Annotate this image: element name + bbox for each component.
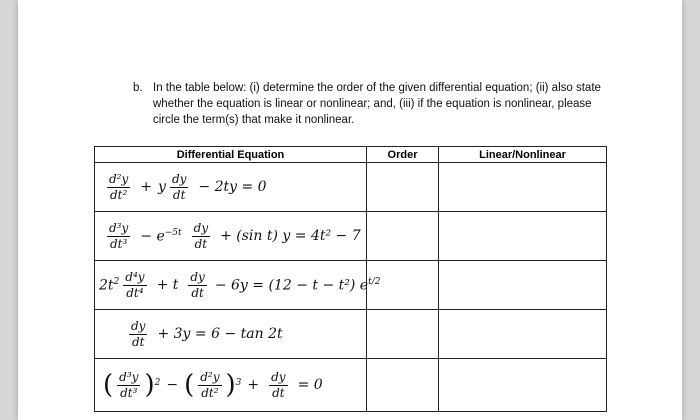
question-label: b.	[133, 82, 143, 94]
equation-cell	[95, 163, 367, 212]
linearity-cell[interactable]	[439, 310, 607, 359]
equation-cell	[95, 212, 367, 261]
derivative-term: $\frac{\text{d²y}}{\text{dt²}}$	[200, 369, 220, 400]
table-row	[95, 261, 607, 310]
table-row	[95, 310, 607, 359]
derivative-term: $\frac{\text{d³y}}{\text{dt³}}$	[119, 369, 139, 400]
linearity-cell[interactable]	[439, 261, 607, 310]
header-equation: Differential Equation	[95, 147, 367, 163]
equation-1: $\frac{\text{d²y}}{\text{dt²}}$ + y $\frac{dy}{dt}$ − 2ty = 0	[109, 171, 267, 202]
equation-5: ( $\frac{\text{d³y}}{\text{dt³}}$ ) 2 − ( $\frac{\text{d²y}}{\text{dt²}}$ ) 3 + $\frac{dy}{dt}$ = 0	[103, 369, 323, 400]
derivative-term: $\frac{\text{d²y}}{\text{dt²}}$	[109, 171, 129, 202]
order-cell[interactable]	[367, 310, 439, 359]
derivative-term: $\frac{\text{d³y}}{\text{dt³}}$	[109, 220, 129, 251]
order-cell[interactable]	[367, 163, 439, 212]
equation-cell	[95, 310, 367, 359]
linearity-cell[interactable]	[439, 359, 607, 412]
derivative-term: $\frac{dy}{dt}$	[190, 269, 205, 300]
equation-cell	[95, 261, 381, 310]
table-row	[95, 212, 607, 261]
equation-cell	[95, 359, 367, 412]
ode-table	[94, 146, 607, 412]
header-order: Order	[367, 147, 439, 163]
worksheet-page	[18, 0, 682, 420]
header-linearity: Linear/Nonlinear	[439, 147, 607, 163]
question-b	[133, 80, 603, 128]
derivative-term: $\frac{dy}{dt}$	[171, 171, 187, 202]
equation-2: $\frac{\text{d³y}}{\text{dt³}}$ − $e^{-5t}$ $\frac{dy}{dt}$ + (sin t) y = 4t² − 7	[109, 220, 361, 251]
derivative-term: $\frac{dy}{dt}$	[193, 220, 209, 251]
order-cell[interactable]	[367, 359, 439, 412]
equation-3: $2t^2$ $\frac{\text{d⁴y}}{\text{dt⁴}}$ + t $\frac{dy}{dt}$ − 6y = (12 − t − t²) $e^{t/2}$	[99, 269, 381, 300]
table-row	[95, 163, 607, 212]
linearity-cell[interactable]	[439, 212, 607, 261]
header-row	[95, 147, 607, 163]
question-text: In the table below: (i) determine the order of the given differential equation; (ii) also state whether the equation is linear or nonlinear; and, (iii) if the equation is nonlinear, please circle the term(s) that make it nonlinear.	[153, 82, 601, 126]
derivative-term: $\frac{dy}{dt}$	[271, 369, 286, 400]
derivative-term: $\frac{dy}{dt}$	[131, 318, 146, 349]
derivative-term: $\frac{\text{d⁴y}}{\text{dt⁴}}$	[125, 269, 145, 300]
order-cell[interactable]	[367, 212, 439, 261]
linearity-cell[interactable]	[439, 163, 607, 212]
table-row	[95, 359, 607, 412]
equation-4: $\frac{dy}{dt}$ + 3y = 6 − tan 2t	[131, 318, 283, 349]
